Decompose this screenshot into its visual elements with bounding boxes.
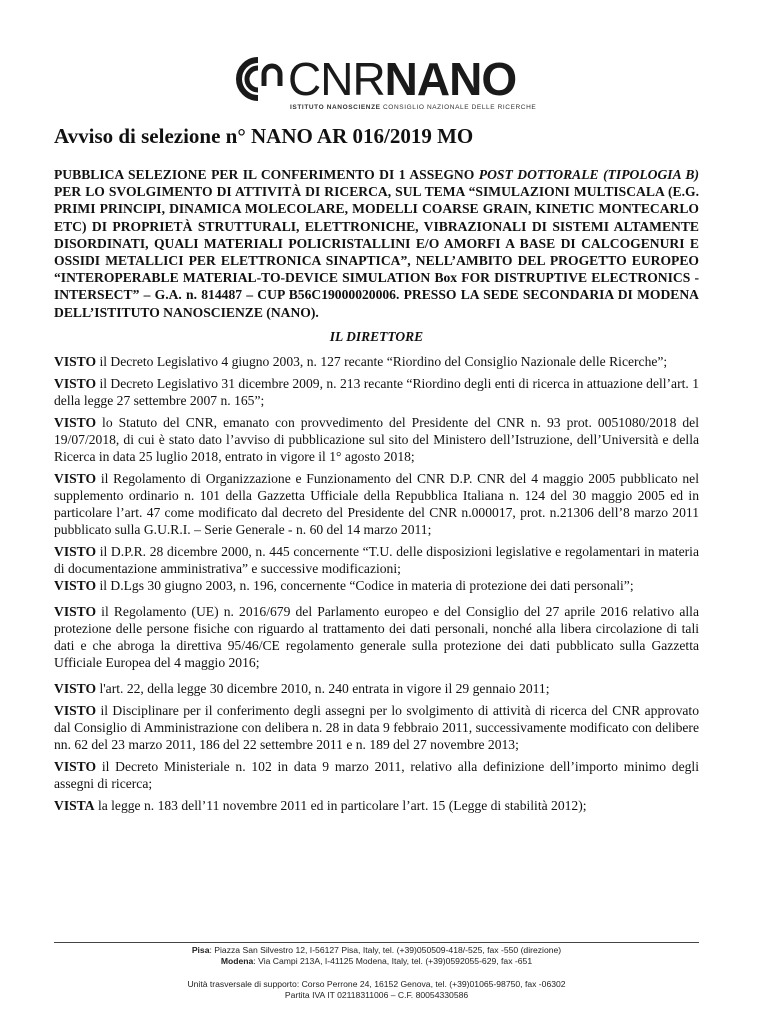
paragraph-keyword: VISTO [54, 577, 97, 593]
paragraph-keyword: VISTO [54, 702, 97, 718]
paragraph-text: il Decreto Legislativo 4 giugno 2003, n. 127 recante “Riordino del Consiglio Nazionale delle Ricerche”; [96, 353, 668, 369]
paragraph-text: lo Statuto del CNR, emanato con provvedimento del Presidente del CNR n. 93 prot. 0051080/2018 del 19/07/2018, di cui è stato dato l’avviso di pubblicazione sul sito del Ministero dell’Istruzione, dell’Università e della Ricerca in data 25 luglio 2018, entrato in vigore il 1° agosto 2018; [54, 414, 699, 464]
director-heading: IL DIRETTORE [329, 328, 424, 344]
paragraph-keyword: VISTO [54, 680, 97, 696]
paragraph-keyword: VISTO [54, 758, 97, 774]
visto-paragraph-3 [54, 414, 699, 465]
logo-subtitle [290, 104, 536, 111]
paragraph-text: il Regolamento (UE) n. 2016/679 del Parlamento europeo e del Consiglio del 27 aprile 2016 relativo alla protezione delle persone fisiche con riguardo al trattamento dei dati personali, nonché alla libera circolazione di tali dati e che abroga la direttiva 95/46/CE regolamento generale sulla protezione dei dati pubblicato sulla Gazzetta Ufficiale Europea del 4 maggio 2016; [54, 603, 699, 670]
visto-paragraph-8 [54, 680, 699, 697]
document-body [54, 122, 699, 819]
selection-subject [54, 166, 699, 321]
visto-paragraph-4 [54, 470, 699, 538]
paragraph-text: la legge n. 183 dell’11 novembre 2011 ed in particolare l’art. 15 (Legge di stabilità 2012); [94, 797, 587, 813]
footer-pisa-address [54, 945, 699, 956]
paragraph-keyword: VISTO [54, 353, 97, 369]
visto-paragraph-6 [54, 577, 699, 594]
paragraph-text: il D.P.R. 28 dicembre 2000, n. 445 concernente “T.U. delle disposizioni legislative e regolamentari in materia di documentazione amministrativa” e successive modificazioni; [54, 543, 699, 576]
footer-modena-label: Modena [220, 956, 254, 966]
visto-paragraph-10 [54, 758, 699, 792]
footer-divider [54, 942, 699, 943]
paragraph-text: il Decreto Legislativo 31 dicembre 2009, n. 213 recante “Riordino degli enti di ricerca in attuazione dell’art. 1 della legge 27 settembre 2007 n. 165”; [54, 375, 699, 408]
visto-paragraph-5 [54, 543, 699, 577]
logo-subtitle-institute: ISTITUTO NANOSCIENZE [290, 104, 381, 111]
visto-paragraph-1 [54, 353, 699, 370]
footer-genova-address: Unità trasversale di supporto: Corso Perrone 24, 16152 Genova, tel. (+39)01065-98750, fax -06302 [187, 979, 566, 989]
visto-paragraph-2 [54, 375, 699, 409]
footer-pisa-label: Pisa [191, 945, 210, 955]
footer-modena-address [54, 956, 699, 967]
cnr-logo-icon [228, 56, 290, 102]
paragraph-keyword: VISTO [54, 543, 97, 559]
paragraph-keyword: VISTO [54, 470, 97, 486]
subject-part-1: PUBBLICA SELEZIONE PER IL CONFERIMENTO DI 1 ASSEGNO [54, 167, 479, 182]
paragraph-text: il D.Lgs 30 giugno 2003, n. 196, concernente “Codice in materia di protezione dei dati personali”; [96, 577, 634, 593]
vista-paragraph-11 [54, 797, 699, 814]
logo-subtitle-council: CONSIGLIO NAZIONALE DELLE RICERCHE [383, 104, 537, 111]
subject-italic: POST DOTTORALE (TIPOLOGIA B) [478, 167, 699, 182]
visto-paragraph-7 [54, 603, 699, 671]
logo-text-nano: NANO [384, 53, 517, 105]
footer-pisa-text: : Piazza San Silvestro 12, I-56127 Pisa, Italy, tel. (+39)050509-418/-525, fax -550 (direzione) [209, 945, 562, 955]
paragraph-keyword: VISTA [54, 797, 95, 813]
paragraph-text: il Disciplinare per il conferimento degli assegni per lo svolgimento di attività di ricerca del CNR approvato dal Consiglio di Amministrazione con delibera n. 28 in data 9 febbraio 2011, successivamente modificato con delibere nn. 62 del 23 marzo 2011, 186 del 22 settembre 2011 e n. 189 del 27 novembre 2013; [54, 702, 699, 752]
paragraph-keyword: VISTO [54, 603, 97, 619]
document-title: Avviso di selezione n° NANO AR 016/2019 MO [54, 124, 474, 148]
subject-part-2: PER LO SVOLGIMENTO DI ATTIVITÀ DI RICERCA, SUL TEMA “SIMULAZIONI MULTISCALA (E.G. PRIMI PRINCIPI, DINAMICA MOLECOLARE, MODELLI COARSE GRAIN, KINETIC MONTECARLO ETC) DI PROPRIETÀ STRUTTURALI, ELETTRONICHE, VIBRAZIONALI DI SISTEMI ALTAMENTE DISORDINATI, QUALI MATERIALI POLICRISTALLINI E/O AMORFI A BASE DI CALCOGENURI E OSSIDI METALLICI PER ELETTRONICA SINAPTICA”, NELL’AMBITO DEL PROGETTO EUROPEO “INTEROPERABLE MATERIAL-TO-DEVICE SIMULATION Box FOR DISTRUPTIVE ELECTRONICS - INTERSECT” – G.A. n. 814487 – CUP B56C19000020006. PRESSO LA SEDE SECONDARIA DI MODENA DELL’ISTITUTO NANOSCIENZE (NANO). [54, 184, 699, 320]
paragraph-text: il Decreto Ministeriale n. 102 in data 9 marzo 2011, relativo alla definizione dell’importo minimo degli assegni di ricerca; [54, 758, 699, 791]
paragraph-keyword: VISTO [54, 375, 97, 391]
footer-vat-number: Partita IVA IT 02118311006 – C.F. 80054330586 [284, 990, 469, 1000]
footer-modena-text: : Via Campi 213A, I-41125 Modena, Italy, tel. (+39)0592055-629, fax -651 [253, 956, 533, 966]
logo-text-cnr: CNR [288, 53, 385, 105]
paragraph-keyword: VISTO [54, 414, 97, 430]
paragraph-text: il Regolamento di Organizzazione e Funzionamento del CNR D.P. CNR del 4 maggio 2005 pubblicato nel supplemento ordinario n. 101 della Gazzetta Ufficiale della Repubblica Italiana n. 124 del 30 maggio 2005 ed in particolare l’art. 47 come modificato dal decreto del Presidente del CNR n.000017, prot. n.21306 dell’8 marzo 2011 pubblicato sulla G.U.R.I. – Serie Generale - n. 60 del 14 marzo 2011; [54, 470, 699, 537]
cnr-nano-logo [228, 53, 537, 116]
logo-wordmark [288, 54, 516, 104]
page-footer [54, 942, 699, 1001]
visto-paragraph-9 [54, 702, 699, 753]
paragraph-text: l'art. 22, della legge 30 dicembre 2010, n. 240 entrata in vigore il 29 gennaio 2011; [96, 680, 550, 696]
